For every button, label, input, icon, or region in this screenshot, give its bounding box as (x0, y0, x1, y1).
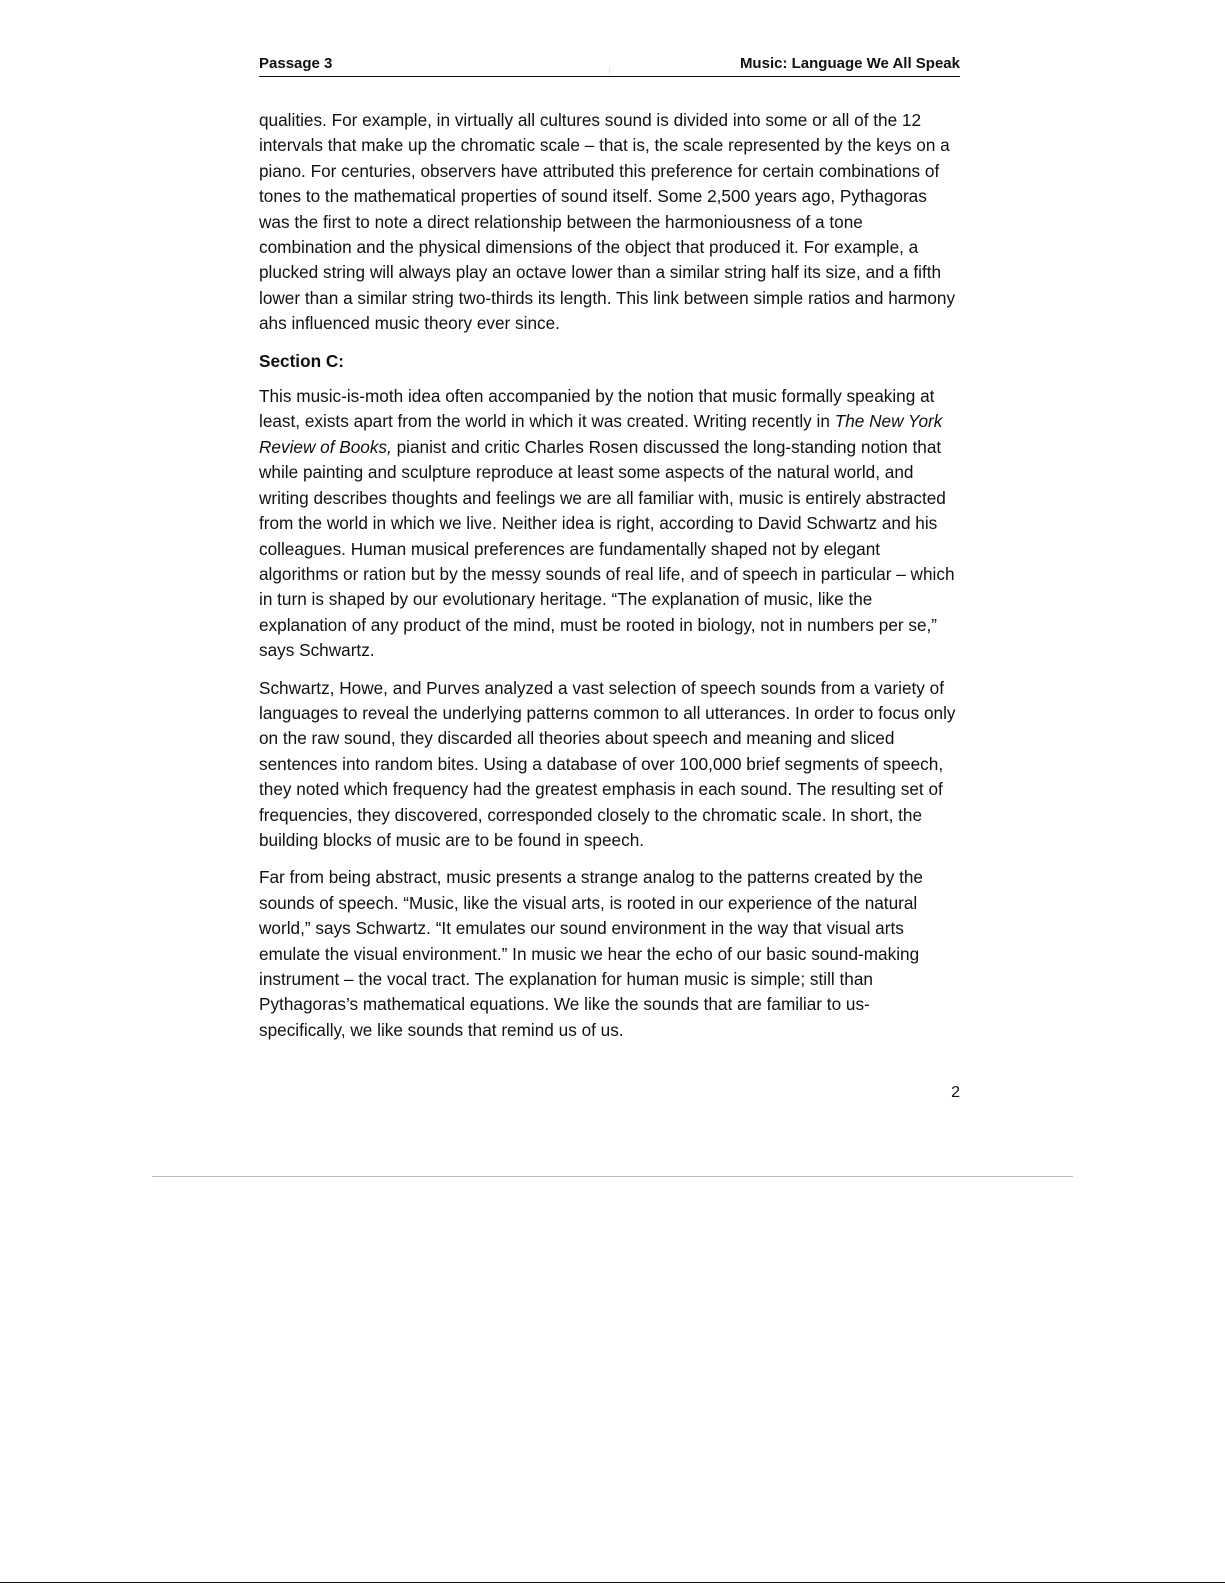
paragraph-4: Far from being abstract, music presents a strange analog to the patterns created by the sounds of speech. “Music, like the visual arts, is rooted in our experience of the natural world,” says Schwartz. “It emulates our sound environment in the way that visual arts emulate the visual environment.” In music we hear the echo of our basic sound-making instrument – the vocal tract. The explanation for human music is simple; still than Pythagoras’s mathematical equations. We like the sounds that are familiar to us- specifically, we like sounds that remind us of us. (259, 867, 923, 1040)
header-center-mark (609, 66, 610, 74)
page-separator (152, 1176, 1073, 1177)
paragraph-2 (259, 384, 960, 663)
paragraph-1: qualities. For example, in virtually all cultures sound is divided into some or all of the 12 intervals that make up the chromatic scale – that is, the scale represented by the keys on a piano. For centuries, observers have attributed this preference for certain combinations of tones to the mathematical properties of sound itself. Some 2,500 years ago, Pythagoras was the first to note a direct relationship between the harmoniousness of a tone combination and the physical dimensions of the object that produced it. For example, a plucked string will always play an octave lower than a similar string half its size, and a fifth lower than a similar string two-thirds its length. This link between simple ratios and harmony ahs influenced music theory ever since. (259, 110, 956, 334)
paragraph-3: Schwartz, Howe, and Purves analyzed a vast selection of speech sounds from a variety of languages to reveal the underlying patterns common to all utterances. In order to focus only on the raw sound, they discarded all theories about speech and meaning and sliced sentences into random bites. Using a database of over 100,000 brief segments of speech, they noted which frequency had the greatest emphasis in each sound. The resulting set of frequencies, they discovered, corresponded closely to the chromatic scale. In short, the building blocks of music are to be found in speech. (259, 677, 956, 850)
passage-body (259, 108, 960, 1055)
publication-title: The New York Review of Books, (259, 411, 943, 457)
bottom-edge-line (0, 1582, 1225, 1583)
passage-label: Passage 3 (259, 55, 333, 72)
paragraph-2-part-b: pianist and critic Charles Rosen discussed the long-standing notion that while painting and sculpture reproduce at least some aspects of the natural world, and writing describes thoughts and feelings we are all familiar with, music is entirely abstracted from the world in which we live. Neither idea is right, according to David Schwartz and his colleagues. Human musical preferences are fundamentally shaped not by elegant algorithms or ration but by the messy sounds of real life, and of speech in particular – which in turn is shaped by our evolutionary heritage. “The explanation of music, like the explanation of any product of the mind, must be rooted in biology, not in numbers per se,” says Schwartz. (259, 436, 955, 661)
section-heading: Section C: (259, 350, 344, 371)
paragraph-2-part-a: This music-is-moth idea often accompanied by the notion that music formally speaking at least, exists apart from the world in which it was created. Writing recently in (259, 386, 935, 432)
passage-title: Music: Language We All Speak (739, 55, 960, 72)
page-number: 2 (951, 1084, 960, 1101)
